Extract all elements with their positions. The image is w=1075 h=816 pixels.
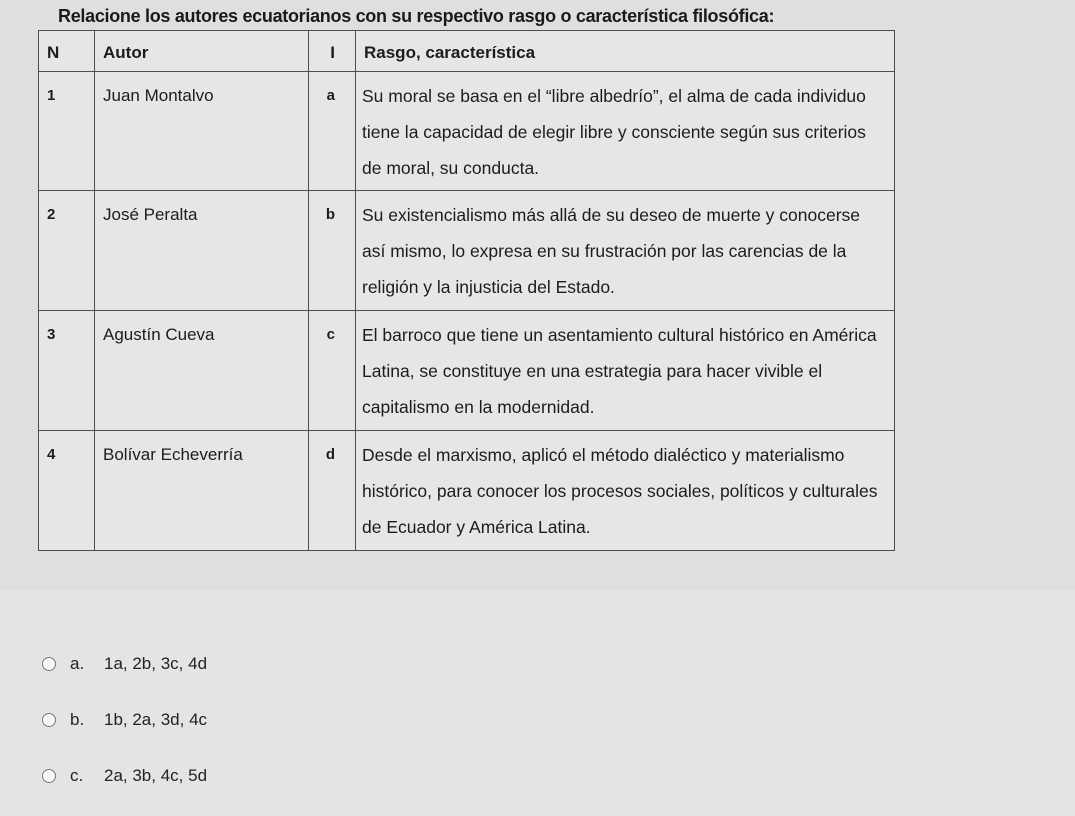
row-number: 1 [39,72,95,191]
header-author: Autor [95,31,309,72]
option-letter: b. [70,710,85,729]
row-author: José Peralta [95,191,309,311]
table-header-row [39,31,895,72]
row-author: Juan Montalvo [95,72,309,191]
row-number: 4 [39,431,95,551]
option-letter: c. [70,766,84,785]
option-text: 2a, 3b, 4c, 5d [104,766,208,785]
table-row [39,311,895,431]
row-trait: Su moral se basa en el “libre albedrío”, el alma de cada individuo tiene la capacidad de elegir libre y consciente según sus criterios de moral, su conducta. [356,72,895,191]
table-row [39,431,895,551]
header-key: I [309,31,356,72]
answer-option-b[interactable] [42,692,542,748]
radio-button[interactable] [42,657,56,671]
question-title: Relacione los autores ecuatorianos con su respectivo rasgo o característica filosófica: [58,6,775,26]
radio-button[interactable] [42,769,56,783]
header-trait: Rasgo, característica [356,31,895,72]
answer-options [42,636,542,804]
row-trait: Su existencialismo más allá de su deseo de muerte y conocerse así mismo, lo expresa en su frustración por las carencias de la religión y la injusticia del Estado. [356,191,895,311]
option-text: 1b, 2a, 3d, 4c [104,710,208,729]
option-letter: a. [70,654,85,673]
row-key: a [309,72,356,191]
matching-table [38,30,895,551]
row-number: 2 [39,191,95,311]
row-author: Agustín Cueva [95,311,309,431]
table-row [39,72,895,191]
answer-option-c[interactable] [42,748,542,804]
table-row [39,191,895,311]
row-key: c [309,311,356,431]
answer-option-a[interactable] [42,636,542,692]
row-number: 3 [39,311,95,431]
row-author: Bolívar Echeverría [95,431,309,551]
radio-button[interactable] [42,713,56,727]
row-trait: El barroco que tiene un asentamiento cultural histórico en América Latina, se constituye en una estrategia para hacer vivible el capitalismo en la modernidad. [356,311,895,431]
row-trait: Desde el marxismo, aplicó el método dialéctico y materialismo histórico, para conocer los procesos sociales, políticos y culturales de Ecuador y América Latina. [356,431,895,551]
row-key: d [309,431,356,551]
header-number: N [39,31,95,72]
row-key: b [309,191,356,311]
option-text: 1a, 2b, 3c, 4d [104,654,208,673]
